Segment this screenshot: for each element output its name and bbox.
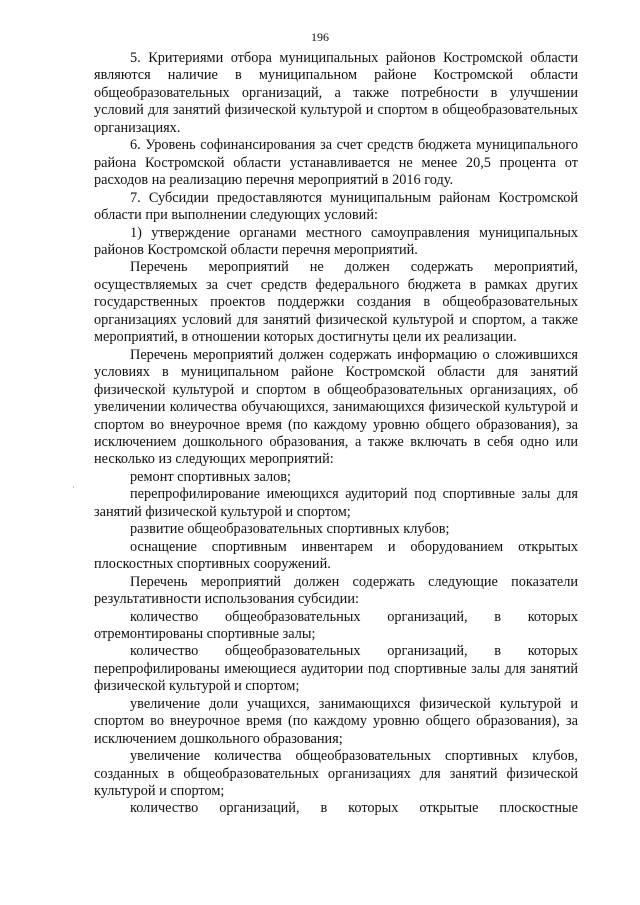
list-item: количество общеобразовательных организаций, в которых перепрофилированы имеющиеся аудитории под спортивные залы для занятий физической культурой и спортом;	[94, 643, 578, 695]
list-item: развитие общеобразовательных спортивных клубов;	[130, 521, 450, 538]
paragraph: 6. Уровень софинансирования за счет средств бюджета муниципального района Костромской области устанавливается не менее 20,5 процента от расходов на реализацию перечня мероприятий в 2016 году.	[94, 137, 578, 189]
list-item: увеличение количества общеобразовательных спортивных клубов, созданных в общеобразовательных организациях для занятий физической культурой и спортом;	[94, 748, 578, 800]
paragraph: 5. Критериями отбора муниципальных районов Костромской области являются наличие в муниципальном районе Костромской области общеобразовательных организаций, а также потребности в улучшении условий для занятий физической культурой и спортом в общеобразовательных организациях.	[94, 50, 578, 136]
paragraph: Перечень мероприятий должен содержать информацию о сложившихся условиях в муниципальном районе Костромской области для занятий физической культурой и спортом в общеобразовательных организациях, об увеличении количества обучающихся, занимающихся физической культурой и спортом во внеурочное время (по каждому уровню общего образования), за исключением дошкольного образования, а также включать в себя одно или несколько из следующих мероприятий:	[94, 346, 578, 468]
list-item: увеличение доли учащихся, занимающихся физической культурой и спортом во внеурочное время (по каждому уровню общего образования), за исключением дошкольного образования;	[94, 695, 578, 747]
page-number: 196	[311, 30, 329, 44]
paragraph: 1) утверждение органами местного самоуправления муниципальных районов Костромской области перечня мероприятий.	[94, 224, 578, 258]
margin-mark: ·	[72, 482, 75, 492]
list-item: количество организаций, в которых открытые плоскостные	[130, 800, 578, 817]
paragraph: Перечень мероприятий должен содержать следующие показатели результативности использования субсидии:	[94, 573, 578, 608]
list-item: ремонт спортивных залов;	[130, 468, 292, 485]
document-body	[94, 50, 578, 818]
paragraph: Перечень мероприятий не должен содержать мероприятий, осуществляемых за счет средств федерального бюджета в рамках других государственных проектов поддержки создания в общеобразовательных организациях условий для занятий физической культурой и спортом, а также мероприятий, в отношении которых достигнуты цели их реализации.	[94, 259, 578, 346]
paragraph: 7. Субсидии предоставляются муниципальным районам Костромской области при выполнении следующих условий:	[94, 189, 578, 224]
list-item: количество общеобразовательных организаций, в которых отремонтированы спортивные залы;	[94, 608, 578, 642]
list-item: оснащение спортивным инвентарем и оборудованием открытых плоскостных спортивных сооружений.	[94, 538, 578, 573]
list-item: перепрофилирование имеющихся аудиторий под спортивные залы для занятий физической культурой и спортом;	[94, 486, 578, 520]
